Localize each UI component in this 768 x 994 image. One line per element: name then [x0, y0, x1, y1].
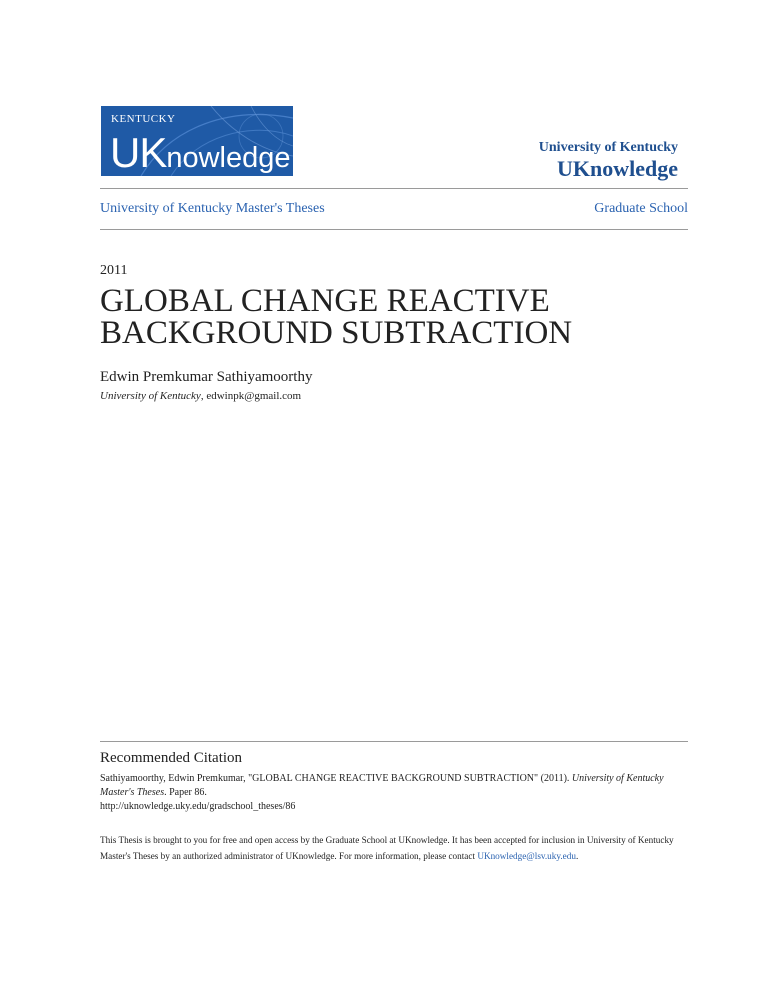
contact-email-link[interactable]: UKnowledge@lsv.uky.edu: [477, 851, 576, 861]
thesis-title: [100, 285, 660, 349]
header-rule-top: [100, 188, 688, 189]
affiliation-email: , edwinpk@gmail.com: [200, 390, 302, 402]
citation-part1: Sathiyamoorthy, Edwin Premkumar, "GLOBAL CHANGE REACTIVE BACKGROUND SUBTRACTION" (2011).: [100, 773, 572, 784]
open-access-notice: [100, 832, 690, 864]
notice-text: This Thesis is brought to you for free and open access by the Graduate School at UKnowledge. It has been accepted for inclusion in University of Kentucky Master's Theses by an authorized administrator of UKnowledge. For more information, please contact: [100, 835, 674, 861]
thesis-title-line1: GLOBAL CHANGE REACTIVE: [100, 283, 550, 319]
author-name[interactable]: Edwin Premkumar Sathiyamoorthy: [100, 369, 313, 385]
brand-university: University of Kentucky: [538, 140, 678, 155]
notice-end: .: [575, 851, 579, 861]
header-rule-bottom: [100, 229, 688, 230]
affiliation-institution: University of Kentucky: [100, 390, 201, 402]
publication-year: 2011: [100, 263, 128, 278]
brand-uknowledge: UKnowledge: [557, 156, 678, 181]
citation-text: [100, 772, 690, 814]
citation-url[interactable]: http://uknowledge.uky.edu/gradschool_theses/86: [100, 801, 296, 812]
logo-kentucky-text: KENTUCKY: [111, 113, 176, 125]
citation-part2: . Paper 86.: [164, 787, 207, 798]
logo-wordmark-uk: UK: [110, 129, 167, 176]
brand-block: [539, 140, 678, 182]
citation-rule: [100, 741, 688, 742]
thesis-title-line2: BACKGROUND SUBTRACTION: [100, 315, 573, 351]
citation-heading: Recommended Citation: [100, 750, 243, 766]
citation-journal: University of Kentucky Master's Theses: [100, 773, 664, 798]
collection-link[interactable]: University of Kentucky Master's Theses: [100, 201, 325, 216]
logo-wordmark: [110, 129, 291, 176]
logo-wordmark-rest: nowledge: [166, 142, 291, 174]
uknowledge-logo[interactable]: [101, 106, 293, 176]
author-affiliation: [100, 390, 301, 402]
graduate-school-link[interactable]: Graduate School: [594, 201, 688, 216]
